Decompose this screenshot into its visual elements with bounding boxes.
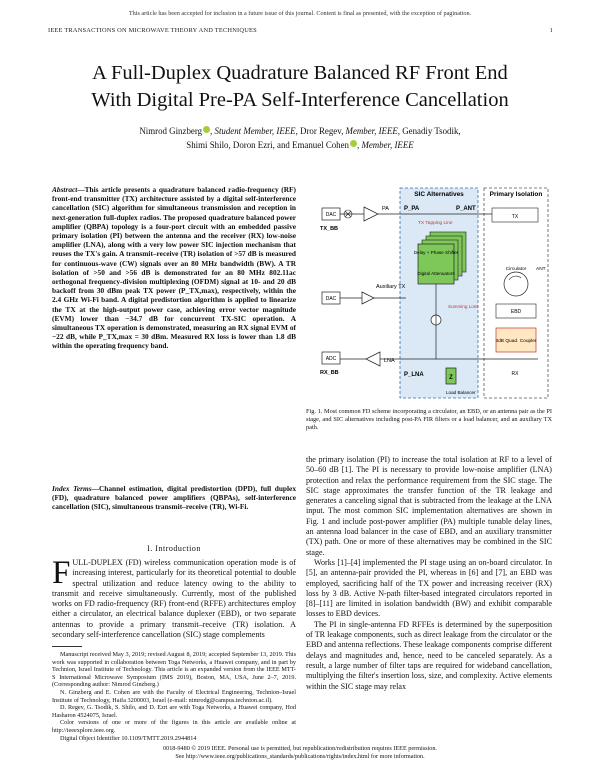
delay-label: Delay + Phase Shifter [413,250,459,255]
footnote: Digital Object Identifier 10.1109/TMTT.2019.2944814 [60,734,197,742]
copyright-line: 0018-9480 © 2019 IEEE. Personal use is permitted, but republication/redistribution requires IEEE permission. [163,745,437,752]
copyright-footer [0,745,600,760]
index-terms [52,484,296,512]
footnote-rule [52,646,82,647]
abstract-label: Abstract [52,185,78,194]
pi-ant-label: ANT [536,267,546,272]
right-column-text [306,455,552,692]
figure-caption: Fig. 1. Most common FD scheme incorporating a circulator, an EBD, or an antenna pair as the PI stage, and SIC alternatives including post-PA FIR filters or a load balancer, and an auxiliary TX path. [306,408,552,431]
txbb-label: TX_BB [320,226,339,232]
author-role: , Member, IEEE [357,140,414,150]
author-regev: , Dror Regev, [295,126,346,136]
pant-label: P_ANT [456,206,476,212]
circulator-icon [504,272,528,296]
section-heading: I. Introduction [147,544,201,553]
quad-coupler-label: 3dB Quad. Coupler [495,339,537,344]
aux-tx-label: Auxiliary TX [376,284,406,290]
abstract [52,185,296,351]
ppa-label: P_PA [404,206,420,212]
author-role: Member, IEEE [345,126,398,136]
footnotes [52,651,296,742]
sic-title: SIC Alternatives [414,191,464,198]
drop-cap: F [52,555,71,591]
plna-label: P_LNA [404,372,424,378]
page-number: 1 [549,27,553,34]
author-tsodik: , Genadiy Tsodik, [397,126,461,136]
ebd-label: EBD [510,309,522,315]
introduction-text [52,555,296,640]
lna-label: LNA [384,358,395,364]
aux-dac-label: DAC [325,296,337,302]
copyright-url-line[interactable]: See http://www.ieee.org/publications_standards/publications/rights/index.html for more information. [175,752,425,760]
pi-title: Primary Isolation [489,191,543,198]
paragraph: The PI in single-antenna FD RFFEs is determined by the superposition of TR leakage components, such as direct leakage from the circulator or the EBD and antenna reflections. These leakage components comprise different delays and magnitudes and, hence, need to be canceled separately. As a result, a large number of filter taps are required for wideband cancellation, multiplying the filter's insertion loss, size, and complexity. Active elements within the SIC stage may relax [306,619,552,691]
index-terms-label: Index Terms [52,484,92,493]
pa-label: PA [382,206,389,212]
paragraph: the primary isolation (PI) to increase the total isolation at RF to a level of 50–60 dB [1]. The PI is necessary to provide low-noise amplifier (LNA) protection and relax the performance requirement from the SIC stage. The SIC stage approximates the transfer function of the TR leakage and generates a canceling signal that is subtracted from the leakage at the LNA input. The most common SIC implementation alternatives are shown in Fig. 1 and include post-power amplifier (PA) multiple tunable delay lines, an antenna load balancer in the case of EBD, and an auxiliary transmitter (TX) path. One or more of these alternatives may be combined in the SIC stage. [306,455,552,557]
footnote: Color versions of one or more of the figures in this article are available online at http://ieeexplore.ieee.org. [52,719,296,734]
block-diagram-figure [306,180,552,405]
sic-region [400,188,478,398]
footnote: N. Ginzberg and E. Cohen are with the Faculty of Electrical Engineering, Technion–Israel Institute of Technology, Haifa 3200003, Israel (e-mail: nimrodg@campus.technion.ac.il). [52,688,296,704]
paper-title [40,60,560,114]
title-line-1: A Full-Duplex Quadrature Balanced RF Front End [92,62,508,84]
intro-paragraph: ULL-DUPLEX (FD) wireless communication operation mode is of increasing interest, particularly for its theoretical potential to double spectral utilization and reduce latency owing to the ability to transmit and receive simultaneously. Currently, most of the published works on FD radio-frequency (RF) front-end (RFFE) architectures employ either a circulator, an electrical balance duplexer (EBD), or two separate antennas to provide a primary transmit–receive (TR) isolation. A secondary self-interference cancellation (SIC) stage complements [52,558,296,640]
summing-label: Summing Loss [448,304,479,309]
footnote: D. Regev, G. Tsodik, S. Shilo, and D. Ezri are with Toga Networks, a Huawei company, Hod Hasharon 4524075, Israel. [52,704,296,719]
load-balancer-label: Load Balancer [446,390,476,395]
orcid-icon[interactable] [203,126,210,133]
dac-label: DAC [325,212,337,218]
acceptance-notice: This article has been accepted for inclusion in a future issue of this journal. Content is final as presented, with the exception of pagination. [128,10,472,17]
author-line-2: Shimi Shilo, Doron Ezri, and Emanuel Cohen [186,140,349,150]
abstract-text: —This article presents a quadrature balanced radio-frequency (RF) front-end transmitter (TX) architecture assisted by a digital self-interference cancellation (SIC) algorithm for simultaneous transmission and reception in next-generation full-duplex radios. The proposed quadrature balanced power amplifier (QBPA) topology is a four-port circuit with an embedded passive primary isolation (PI) between the antenna and the receiver (RX) low-noise amplifier (LNA), along with a very low power SIC injection mechanism that reuses the TX's gain. A transmit–receive (TR) isolation of >57 dB is measured for continuous-wave (CW) signals over an 80 MHz bandwidth (BW). A TR isolation of >50 and >56 dB is demonstrated for an 80 MHz 802.11ac orthogonal frequency-division multiplexing (OFDM) signal at 10- and 20 dB backoff from 30 dBm peak TX power (P_TX,max), respectively, within the 2.4 GHz Wi-Fi band. A digital predistortion algorithm is applied to linearize the TX at the high-output power case, achieving error vector magnitude (EVM) lower than −34.7 dB for concurrent TX-SIC operation. A simultaneous TX operation is demonstrated, measuring an RX signal EVM of −22 dB, while P_TX,max = 30 dBm. Measured RX loss is lower than 1.8 dB within the operating frequency band. [52,185,296,351]
adc-label: ADC [325,356,337,362]
pi-tx-label: TX [511,214,519,220]
pi-rx-label: RX [511,371,519,377]
footnote: Manuscript received May 3, 2019; revised August 8, 2019; accepted September 13, 2019. This work was supported in collaboration between Toga Networks, a Huawei company, and in part by Technion, Israel Institute of Technology. This article is an expanded version from the IEEE MTT-S International Microwave Symposium (IMS 2019), Boston, MA, USA, June 2–7, 2019. (Corresponding author: Nimrod Ginzberg.) [52,651,296,689]
author-ginzberg: Nimrod Ginzberg [139,126,203,136]
circulator-label: Circulator [505,267,527,272]
author-list [40,124,560,152]
rxbb-label: RX_BB [320,370,339,376]
index-terms-text: —Channel estimation, digital predistortion (DPD), full duplex (FD), quadrature balanced power amplifiers (QBPAs), self-interference cancellation (SIC), simultaneous transmit–receive (TR), Wi-Fi. [52,484,296,512]
paragraph: Works [1]–[4] implemented the PI stage using an on-board circulator. In [5], an antenna-pair provided the PI, whereas in [6] and [7], an EBD was employed, sacrificing half of the TX power and increasing receiver (RX) loss by 3 dB. Active N-path filter-based integrated circulators reported in [8]–[11] are limited in isolation bandwidth (BW) and exhibit comparable losses to EBD devices. [306,557,552,619]
author-role: , Student Member, IEEE [210,126,296,136]
running-header [48,27,553,34]
digital-attenuator-label: Digital Attenuators [417,271,455,276]
title-line-2: With Digital Pre-PA Self-Interference Cancellation [91,89,509,111]
orcid-icon[interactable] [350,140,357,147]
load-z-label: Z [449,375,453,381]
journal-name: IEEE TRANSACTIONS ON MICROWAVE THEORY AND TECHNIQUES [48,27,257,34]
tap-line-label: TX Tapping Line [418,221,453,226]
